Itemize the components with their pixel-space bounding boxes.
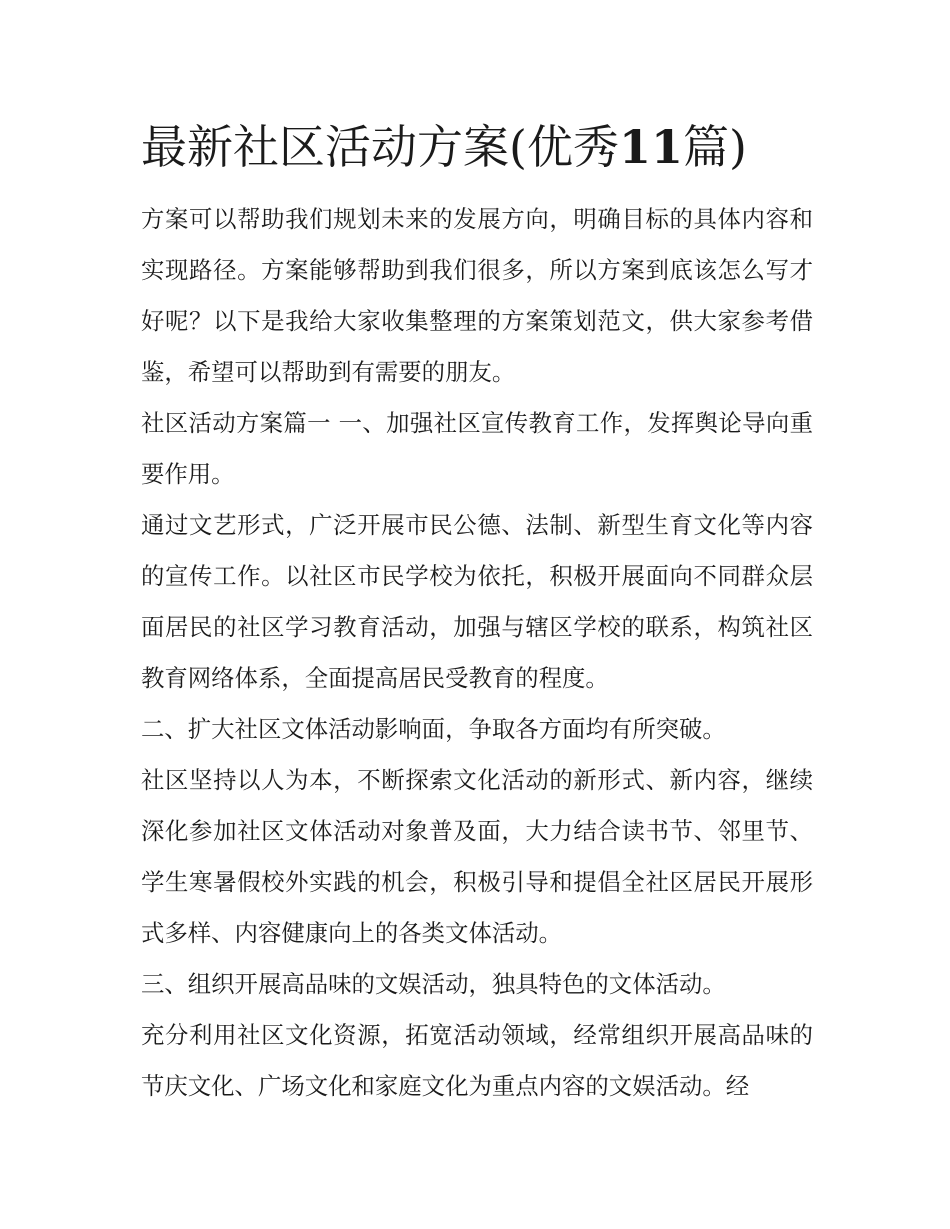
paragraph-section-one-heading: 社区活动方案篇一 一、加强社区宣传教育工作，发挥舆论导向重要作用。: [141, 409, 813, 488]
document-title: 最新社区活动方案(优秀11篇): [141, 120, 747, 174]
document-page: [141, 112, 813, 1112]
paragraph-section-two-heading: 二、扩大社区文体活动影响面，争取各方面均有所突破。: [141, 715, 726, 743]
paragraph-section-three-heading: 三、组织开展高品味的文娱活动，独具特色的文体活动。: [141, 970, 726, 998]
paragraph-section-one-body: 通过文艺形式，广泛开展市民公德、法制、新型生育文化等内容的宣传工作。以社区市民学校为依托，积极开展面向不同群众层面居民的社区学习教育活动，加强与辖区学校的联系，构筑社区教育网络体系，全面提高居民受教育的程度。: [141, 511, 813, 692]
paragraph-section-three-body: 充分利用社区文化资源，拓宽活动领域，经常组织开展高品味的节庆文化、广场文化和家庭文化为重点内容的文娱活动。经: [141, 1021, 813, 1100]
paragraph-section-two-body: 社区坚持以人为本，不断探索文化活动的新形式、新内容，继续深化参加社区文体活动对象普及面，大力结合读书节、邻里节、学生寒暑假校外实践的机会，积极引导和提倡全社区居民开展形式多样、内容健康向上的各类文体活动。: [141, 766, 813, 947]
paragraph-intro: 方案可以帮助我们规划未来的发展方向，明确目标的具体内容和实现路径。方案能够帮助到我们很多，所以方案到底该怎么写才好呢？以下是我给大家收集整理的方案策划范文，供大家参考借鉴，希望可以帮助到有需要的朋友。: [141, 205, 813, 386]
